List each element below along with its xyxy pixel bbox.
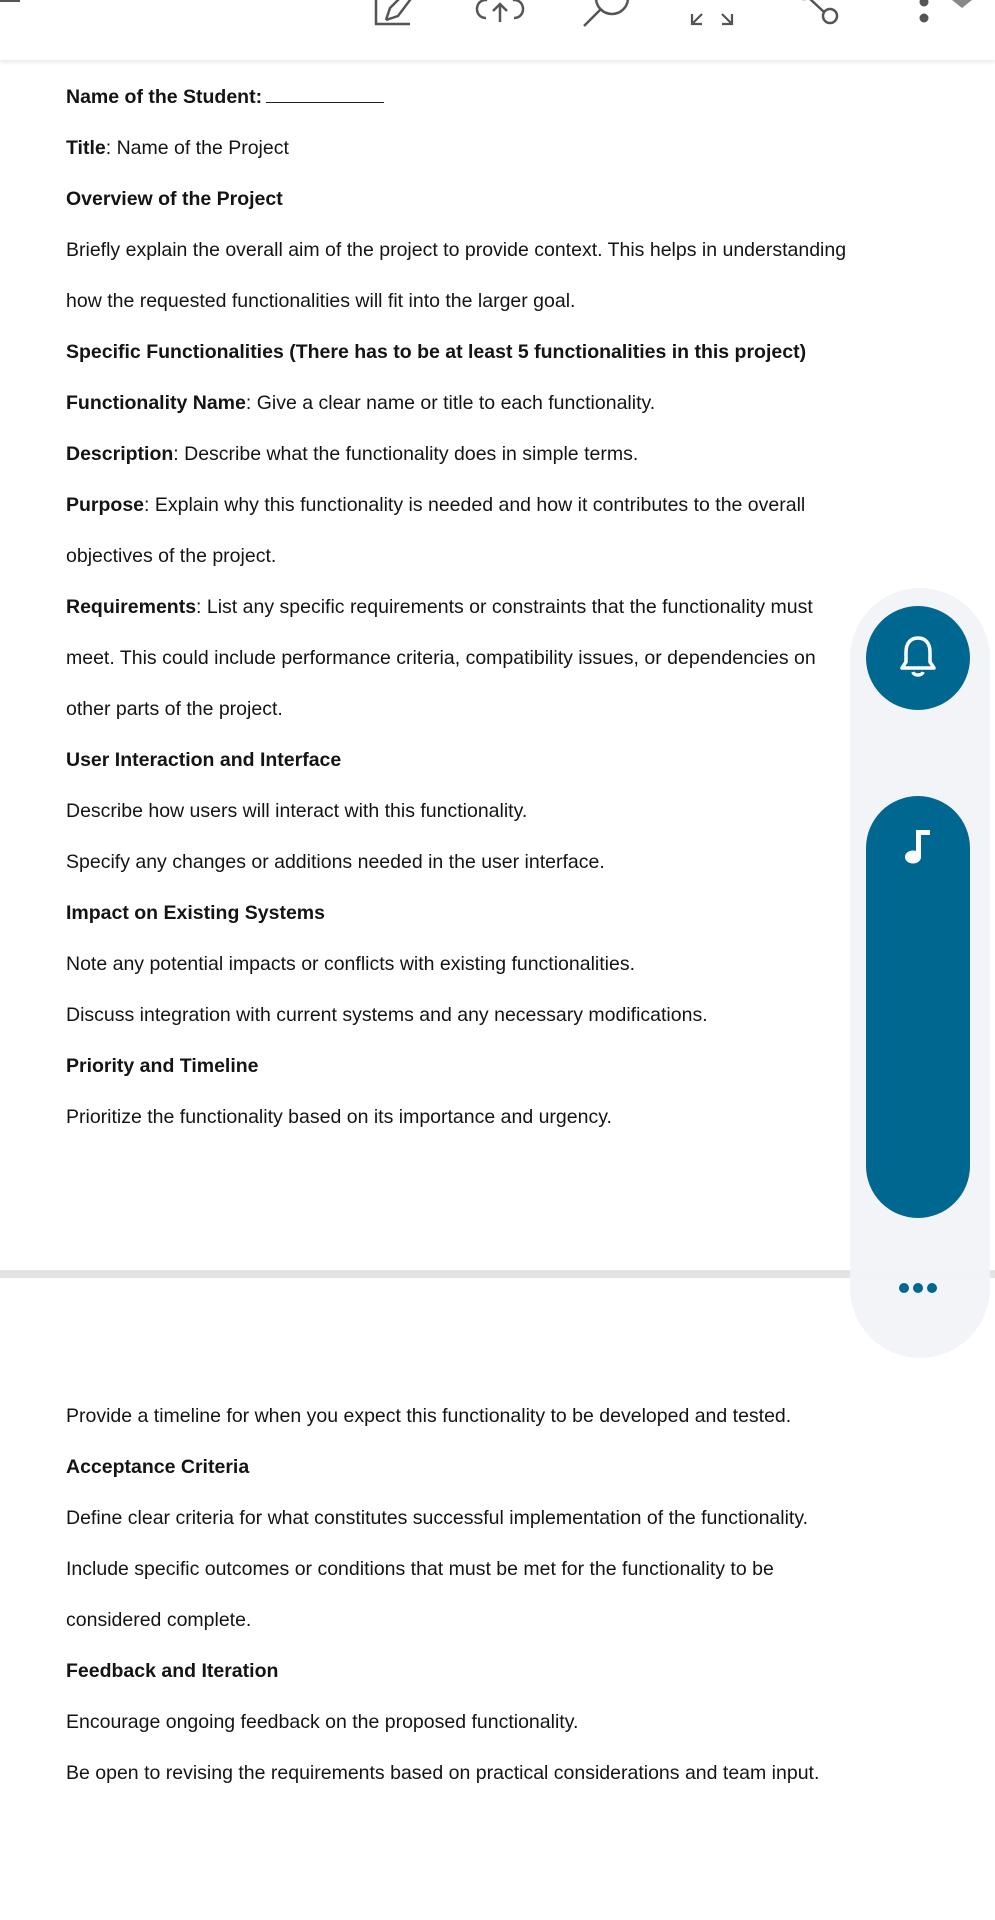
functionality-name-text: : Give a clear name or title to each functionality. (245, 392, 656, 414)
bell-icon (898, 634, 938, 683)
purpose-line (66, 493, 805, 517)
top-toolbar (0, 0, 995, 60)
student-name-label: Name of the Student: (66, 86, 263, 108)
purpose-text-2: objectives of the project. (66, 545, 277, 567)
priority-text-1: Prioritize the functionality based on its importance and urgency. (66, 1106, 612, 1128)
acceptance-text-3: considered complete. (66, 1609, 252, 1631)
requirements-text-3: other parts of the project. (66, 698, 283, 720)
description-text: : Describe what the functionality does in simple terms. (173, 443, 639, 465)
cloud-upload-icon[interactable] (472, 0, 528, 28)
share-icon[interactable] (792, 0, 842, 28)
requirements-text-2: meet. This could include performance criteria, compatibility issues, or dependencies on (66, 647, 816, 669)
collapse-icon[interactable] (688, 0, 736, 28)
student-name-line (66, 84, 384, 109)
feedback-heading: Feedback and Iteration (66, 1660, 279, 1682)
more-dot (913, 1283, 923, 1293)
overview-text-2: how the requested functionalities will fit into the larger goal. (66, 290, 576, 312)
functionality-name-line (66, 391, 655, 415)
notification-button[interactable] (866, 606, 970, 710)
more-dot (899, 1283, 909, 1293)
music-note-icon (902, 826, 934, 871)
page-separator (0, 1270, 995, 1278)
impact-text-2: Discuss integration with current systems and any necessary modifications. (66, 1004, 708, 1026)
purpose-text: : Explain why this functionality is needed and how it contributes to the overall (144, 494, 806, 516)
pen-edit-icon[interactable] (372, 0, 418, 28)
requirements-line (66, 595, 813, 619)
title-value: : Name of the Project (105, 137, 289, 159)
impact-text-1: Note any potential impacts or conflicts with existing functionalities. (66, 953, 636, 975)
ui-heading: User Interaction and Interface (66, 749, 342, 771)
music-button[interactable] (866, 796, 970, 1218)
functionality-name-label: Functionality Name (66, 392, 246, 414)
acceptance-text-2: Include specific outcomes or conditions that must be met for the functionality to be (66, 1558, 774, 1580)
feedback-text-1: Encourage ongoing feedback on the proposed functionality. (66, 1711, 579, 1733)
acceptance-heading: Acceptance Criteria (66, 1456, 250, 1478)
more-horizontal-icon[interactable] (890, 1276, 946, 1300)
more-vertical-icon[interactable] (918, 0, 930, 26)
document-page-2 (0, 1278, 995, 1920)
feedback-text-2: Be open to revising the requirements based on practical considerations and team input. (66, 1762, 820, 1784)
overview-text-1: Briefly explain the overall aim of the project to provide context. This helps in understanding (66, 239, 847, 261)
overview-heading: Overview of the Project (66, 188, 283, 210)
dropdown-icon[interactable] (950, 0, 974, 10)
impact-heading: Impact on Existing Systems (66, 902, 325, 924)
search-icon[interactable] (578, 0, 634, 28)
purpose-label: Purpose (66, 494, 145, 516)
title-label: Title (66, 137, 106, 159)
functionalities-heading: Specific Functionalities (There has to be at least 5 functionalities in this project) (66, 341, 807, 363)
acceptance-text-1: Define clear criteria for what constitutes successful implementation of the functionality. (66, 1507, 809, 1529)
description-label: Description (66, 443, 174, 465)
description-line (66, 442, 638, 466)
requirements-label: Requirements (66, 596, 197, 618)
title-line (66, 136, 289, 160)
requirements-text: : List any specific requirements or constraints that the functionality must (196, 596, 813, 618)
priority-heading: Priority and Timeline (66, 1055, 259, 1077)
ui-text-1: Describe how users will interact with this functionality. (66, 800, 528, 822)
menu-icon[interactable] (0, 0, 22, 4)
more-dot (927, 1283, 937, 1293)
student-name-blank (266, 84, 384, 103)
timeline-text: Provide a timeline for when you expect this functionality to be developed and tested. (66, 1405, 792, 1427)
ui-text-2: Specify any changes or additions needed in the user interface. (66, 851, 605, 873)
